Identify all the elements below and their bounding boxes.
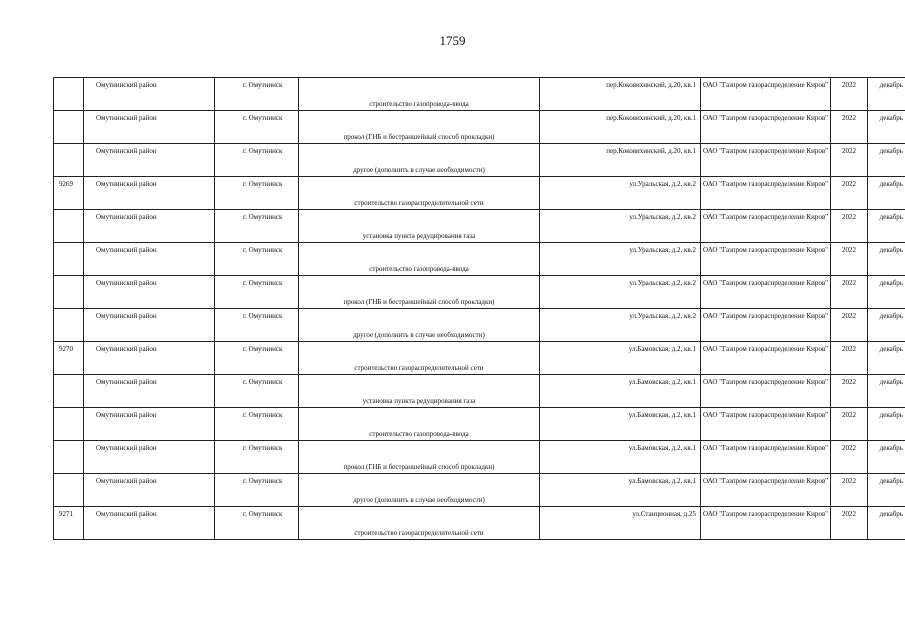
work-type-cell-text: установка пункта редуцирования газа bbox=[362, 232, 476, 240]
table-row bbox=[54, 375, 905, 408]
city-cell-text: г. Омутнинск bbox=[243, 114, 283, 122]
district-cell bbox=[84, 177, 215, 210]
city-cell bbox=[215, 408, 299, 441]
record-number bbox=[54, 78, 84, 111]
table-row bbox=[54, 111, 905, 144]
address-cell-text: пер.Коковихинский, д.20, кв.1 bbox=[606, 147, 696, 155]
month-cell-text: декабрь bbox=[879, 378, 903, 386]
district-cell-text: Омутнинский район bbox=[96, 477, 157, 485]
district-cell-text: Омутнинский район bbox=[96, 345, 157, 353]
district-cell bbox=[84, 210, 215, 243]
organization-cell-text: ОАО "Газпром газораспределение Киров" bbox=[703, 246, 828, 254]
work-type-cell bbox=[299, 309, 540, 342]
month-cell bbox=[868, 210, 905, 243]
organization-cell-text: ОАО "Газпром газораспределение Киров" bbox=[703, 312, 828, 320]
work-type-cell-text: строительство газопровода-ввода bbox=[369, 265, 469, 273]
city-cell bbox=[215, 309, 299, 342]
organization-cell-text: ОАО "Газпром газораспределение Киров" bbox=[703, 411, 828, 419]
year-cell-text: 2022 bbox=[842, 279, 856, 287]
city-cell bbox=[215, 210, 299, 243]
organization-cell bbox=[701, 78, 831, 111]
work-type-cell-text: прокол (ГНБ и бестраншейный способ прокладки) bbox=[343, 133, 495, 141]
record-number-text: 9271 bbox=[59, 510, 73, 518]
month-cell-text: декабрь bbox=[879, 279, 903, 287]
address-cell-text: ул.Бамовская, д.2, кв.1 bbox=[628, 477, 696, 485]
city-cell bbox=[215, 441, 299, 474]
organization-cell bbox=[701, 111, 831, 144]
city-cell-text: г. Омутнинск bbox=[243, 411, 283, 419]
month-cell bbox=[868, 243, 905, 276]
city-cell-text: г. Омутнинск bbox=[243, 510, 283, 518]
organization-cell bbox=[701, 408, 831, 441]
year-cell-text: 2022 bbox=[842, 147, 856, 155]
year-cell bbox=[831, 309, 868, 342]
organization-cell-text: ОАО "Газпром газораспределение Киров" bbox=[703, 81, 828, 89]
record-number bbox=[54, 441, 84, 474]
year-cell bbox=[831, 111, 868, 144]
year-cell-text: 2022 bbox=[842, 312, 856, 320]
month-cell bbox=[868, 177, 905, 210]
organization-cell bbox=[701, 309, 831, 342]
district-cell bbox=[84, 342, 215, 375]
month-cell bbox=[868, 342, 905, 375]
district-cell bbox=[84, 441, 215, 474]
district-cell bbox=[84, 309, 215, 342]
month-cell-text: декабрь bbox=[879, 147, 903, 155]
address-cell bbox=[540, 507, 701, 540]
month-cell-text: декабрь bbox=[879, 345, 903, 353]
organization-cell bbox=[701, 375, 831, 408]
address-cell bbox=[540, 276, 701, 309]
month-cell-text: декабрь bbox=[879, 411, 903, 419]
table-row bbox=[54, 474, 905, 507]
organization-cell bbox=[701, 144, 831, 177]
city-cell bbox=[215, 144, 299, 177]
organization-cell bbox=[701, 276, 831, 309]
city-cell-text: г. Омутнинск bbox=[243, 213, 283, 221]
address-cell bbox=[540, 144, 701, 177]
year-cell-text: 2022 bbox=[842, 180, 856, 188]
city-cell bbox=[215, 78, 299, 111]
month-cell-text: декабрь bbox=[879, 246, 903, 254]
month-cell-text: декабрь bbox=[879, 477, 903, 485]
page-number: 1759 bbox=[439, 33, 466, 48]
district-cell bbox=[84, 78, 215, 111]
address-cell bbox=[540, 408, 701, 441]
month-cell bbox=[868, 144, 905, 177]
city-cell bbox=[215, 243, 299, 276]
work-type-cell-text: строительство газораспределительной сети bbox=[354, 364, 484, 372]
table-row bbox=[54, 309, 905, 342]
record-number-text: 9270 bbox=[59, 345, 73, 353]
record-number bbox=[54, 342, 84, 375]
district-cell-text: Омутнинский район bbox=[96, 81, 157, 89]
address-cell-text: ул.Бамовская, д.2, кв.1 bbox=[628, 378, 696, 386]
month-cell bbox=[868, 408, 905, 441]
work-type-cell-text: установка пункта редуцирования газа bbox=[362, 397, 476, 405]
month-cell bbox=[868, 309, 905, 342]
work-type-cell-text: строительство газораспределительной сети bbox=[354, 199, 484, 207]
district-cell-text: Омутнинский район bbox=[96, 114, 157, 122]
address-cell-text: ул.Станционная, д.25 bbox=[632, 510, 696, 518]
year-cell-text: 2022 bbox=[842, 81, 856, 89]
district-cell-text: Омутнинский район bbox=[96, 411, 157, 419]
organization-cell bbox=[701, 474, 831, 507]
organization-cell bbox=[701, 342, 831, 375]
work-type-cell-text: другое (дополнить в случае необходимости) bbox=[353, 331, 485, 339]
city-cell-text: г. Омутнинск bbox=[243, 345, 283, 353]
city-cell-text: г. Омутнинск bbox=[243, 147, 283, 155]
month-cell-text: декабрь bbox=[879, 81, 903, 89]
table-row bbox=[54, 243, 905, 276]
record-number bbox=[54, 177, 84, 210]
year-cell bbox=[831, 177, 868, 210]
address-cell bbox=[540, 375, 701, 408]
year-cell bbox=[831, 507, 868, 540]
address-cell-text: ул.Уральская, д.2, кв.2 bbox=[629, 279, 696, 287]
organization-cell bbox=[701, 507, 831, 540]
year-cell bbox=[831, 441, 868, 474]
district-cell bbox=[84, 111, 215, 144]
table-row bbox=[54, 210, 905, 243]
address-cell-text: ул.Бамовская, д.2, кв.1 bbox=[628, 444, 696, 452]
organization-cell-text: ОАО "Газпром газораспределение Киров" bbox=[703, 510, 828, 518]
month-cell bbox=[868, 375, 905, 408]
work-type-cell bbox=[299, 243, 540, 276]
year-cell bbox=[831, 210, 868, 243]
district-cell-text: Омутнинский район bbox=[96, 510, 157, 518]
city-cell bbox=[215, 474, 299, 507]
table-row bbox=[54, 78, 905, 111]
city-cell-text: г. Омутнинск bbox=[243, 378, 283, 386]
work-type-cell bbox=[299, 210, 540, 243]
month-cell-text: декабрь bbox=[879, 114, 903, 122]
records-table bbox=[53, 77, 905, 540]
organization-cell-text: ОАО "Газпром газораспределение Киров" bbox=[703, 345, 828, 353]
address-cell bbox=[540, 243, 701, 276]
organization-cell bbox=[701, 210, 831, 243]
district-cell-text: Омутнинский район bbox=[96, 213, 157, 221]
work-type-cell-text: другое (дополнить в случае необходимости) bbox=[353, 496, 485, 504]
organization-cell bbox=[701, 441, 831, 474]
address-cell-text: ул.Бамовская, д.2, кв.1 bbox=[628, 411, 696, 419]
record-number bbox=[54, 309, 84, 342]
city-cell-text: г. Омутнинск bbox=[243, 312, 283, 320]
address-cell bbox=[540, 111, 701, 144]
work-type-cell bbox=[299, 144, 540, 177]
district-cell-text: Омутнинский район bbox=[96, 378, 157, 386]
work-type-cell-text: прокол (ГНБ и бестраншейный способ прокладки) bbox=[343, 463, 495, 471]
year-cell bbox=[831, 342, 868, 375]
work-type-cell-text: другое (дополнить в случае необходимости) bbox=[353, 166, 485, 174]
record-number bbox=[54, 111, 84, 144]
city-cell bbox=[215, 177, 299, 210]
work-type-cell bbox=[299, 177, 540, 210]
city-cell-text: г. Омутнинск bbox=[243, 477, 283, 485]
table-row bbox=[54, 144, 905, 177]
address-cell bbox=[540, 342, 701, 375]
city-cell-text: г. Омутнинск bbox=[243, 246, 283, 254]
record-number bbox=[54, 408, 84, 441]
address-cell-text: ул.Уральская, д.2, кв.2 bbox=[629, 312, 696, 320]
address-cell-text: ул.Уральская, д.2, кв.2 bbox=[629, 213, 696, 221]
work-type-cell-text: строительство газораспределительной сети bbox=[354, 529, 484, 537]
month-cell-text: декабрь bbox=[879, 180, 903, 188]
city-cell-text: г. Омутнинск bbox=[243, 444, 283, 452]
city-cell-text: г. Омутнинск bbox=[243, 81, 283, 89]
city-cell bbox=[215, 507, 299, 540]
record-number-text: 9269 bbox=[59, 180, 73, 188]
organization-cell-text: ОАО "Газпром газораспределение Киров" bbox=[703, 180, 828, 188]
address-cell bbox=[540, 78, 701, 111]
district-cell-text: Омутнинский район bbox=[96, 279, 157, 287]
address-cell-text: пер.Коковихинский, д.20, кв.1 bbox=[606, 81, 696, 89]
address-cell-text: ул.Уральская, д.2, кв.2 bbox=[629, 246, 696, 254]
district-cell-text: Омутнинский район bbox=[96, 180, 157, 188]
work-type-cell bbox=[299, 441, 540, 474]
address-cell bbox=[540, 177, 701, 210]
year-cell-text: 2022 bbox=[842, 510, 856, 518]
district-cell bbox=[84, 474, 215, 507]
work-type-cell-text: прокол (ГНБ и бестраншейный способ прокладки) bbox=[343, 298, 495, 306]
address-cell bbox=[540, 309, 701, 342]
work-type-cell bbox=[299, 111, 540, 144]
organization-cell-text: ОАО "Газпром газораспределение Киров" bbox=[703, 147, 828, 155]
organization-cell bbox=[701, 177, 831, 210]
month-cell-text: декабрь bbox=[879, 213, 903, 221]
district-cell bbox=[84, 375, 215, 408]
address-cell bbox=[540, 441, 701, 474]
table-row bbox=[54, 408, 905, 441]
work-type-cell bbox=[299, 474, 540, 507]
record-number bbox=[54, 144, 84, 177]
month-cell bbox=[868, 441, 905, 474]
city-cell bbox=[215, 375, 299, 408]
year-cell bbox=[831, 375, 868, 408]
year-cell bbox=[831, 144, 868, 177]
table-row bbox=[54, 342, 905, 375]
month-cell-text: декабрь bbox=[879, 312, 903, 320]
work-type-cell bbox=[299, 375, 540, 408]
month-cell-text: декабрь bbox=[879, 510, 903, 518]
address-cell-text: пер.Коковихинский, д.20, кв.1 bbox=[606, 114, 696, 122]
year-cell bbox=[831, 474, 868, 507]
table-row bbox=[54, 507, 905, 540]
record-number bbox=[54, 276, 84, 309]
address-cell bbox=[540, 210, 701, 243]
year-cell-text: 2022 bbox=[842, 444, 856, 452]
city-cell bbox=[215, 276, 299, 309]
record-number bbox=[54, 474, 84, 507]
month-cell bbox=[868, 276, 905, 309]
organization-cell-text: ОАО "Газпром газораспределение Киров" bbox=[703, 279, 828, 287]
record-number bbox=[54, 243, 84, 276]
organization-cell-text: ОАО "Газпром газораспределение Киров" bbox=[703, 444, 828, 452]
year-cell bbox=[831, 408, 868, 441]
city-cell-text: г. Омутнинск bbox=[243, 180, 283, 188]
address-cell bbox=[540, 474, 701, 507]
work-type-cell-text: строительство газопровода-ввода bbox=[369, 100, 469, 108]
month-cell bbox=[868, 78, 905, 111]
organization-cell-text: ОАО "Газпром газораспределение Киров" bbox=[703, 477, 828, 485]
month-cell bbox=[868, 474, 905, 507]
month-cell bbox=[868, 111, 905, 144]
table-row bbox=[54, 177, 905, 210]
year-cell-text: 2022 bbox=[842, 477, 856, 485]
table-row bbox=[54, 276, 905, 309]
work-type-cell bbox=[299, 342, 540, 375]
address-cell-text: ул.Бамовская, д.2, кв.1 bbox=[628, 345, 696, 353]
city-cell-text: г. Омутнинск bbox=[243, 279, 283, 287]
year-cell bbox=[831, 78, 868, 111]
year-cell bbox=[831, 276, 868, 309]
work-type-cell-text: строительство газопровода-ввода bbox=[369, 430, 469, 438]
table-row bbox=[54, 441, 905, 474]
year-cell-text: 2022 bbox=[842, 345, 856, 353]
work-type-cell bbox=[299, 408, 540, 441]
organization-cell-text: ОАО "Газпром газораспределение Киров" bbox=[703, 213, 828, 221]
work-type-cell bbox=[299, 78, 540, 111]
year-cell-text: 2022 bbox=[842, 114, 856, 122]
district-cell-text: Омутнинский район bbox=[96, 246, 157, 254]
record-number bbox=[54, 507, 84, 540]
year-cell-text: 2022 bbox=[842, 378, 856, 386]
organization-cell-text: ОАО "Газпром газораспределение Киров" bbox=[703, 114, 828, 122]
district-cell bbox=[84, 276, 215, 309]
record-number bbox=[54, 375, 84, 408]
city-cell bbox=[215, 111, 299, 144]
district-cell-text: Омутнинский район bbox=[96, 444, 157, 452]
district-cell bbox=[84, 507, 215, 540]
month-cell bbox=[868, 507, 905, 540]
organization-cell-text: ОАО "Газпром газораспределение Киров" bbox=[703, 378, 828, 386]
district-cell-text: Омутнинский район bbox=[96, 147, 157, 155]
year-cell-text: 2022 bbox=[842, 213, 856, 221]
year-cell-text: 2022 bbox=[842, 411, 856, 419]
district-cell bbox=[84, 408, 215, 441]
work-type-cell bbox=[299, 276, 540, 309]
work-type-cell bbox=[299, 507, 540, 540]
organization-cell bbox=[701, 243, 831, 276]
month-cell-text: декабрь bbox=[879, 444, 903, 452]
year-cell bbox=[831, 243, 868, 276]
city-cell bbox=[215, 342, 299, 375]
year-cell-text: 2022 bbox=[842, 246, 856, 254]
record-number bbox=[54, 210, 84, 243]
district-cell-text: Омутнинский район bbox=[96, 312, 157, 320]
district-cell bbox=[84, 144, 215, 177]
district-cell bbox=[84, 243, 215, 276]
address-cell-text: ул.Уральская, д.2, кв.2 bbox=[629, 180, 696, 188]
